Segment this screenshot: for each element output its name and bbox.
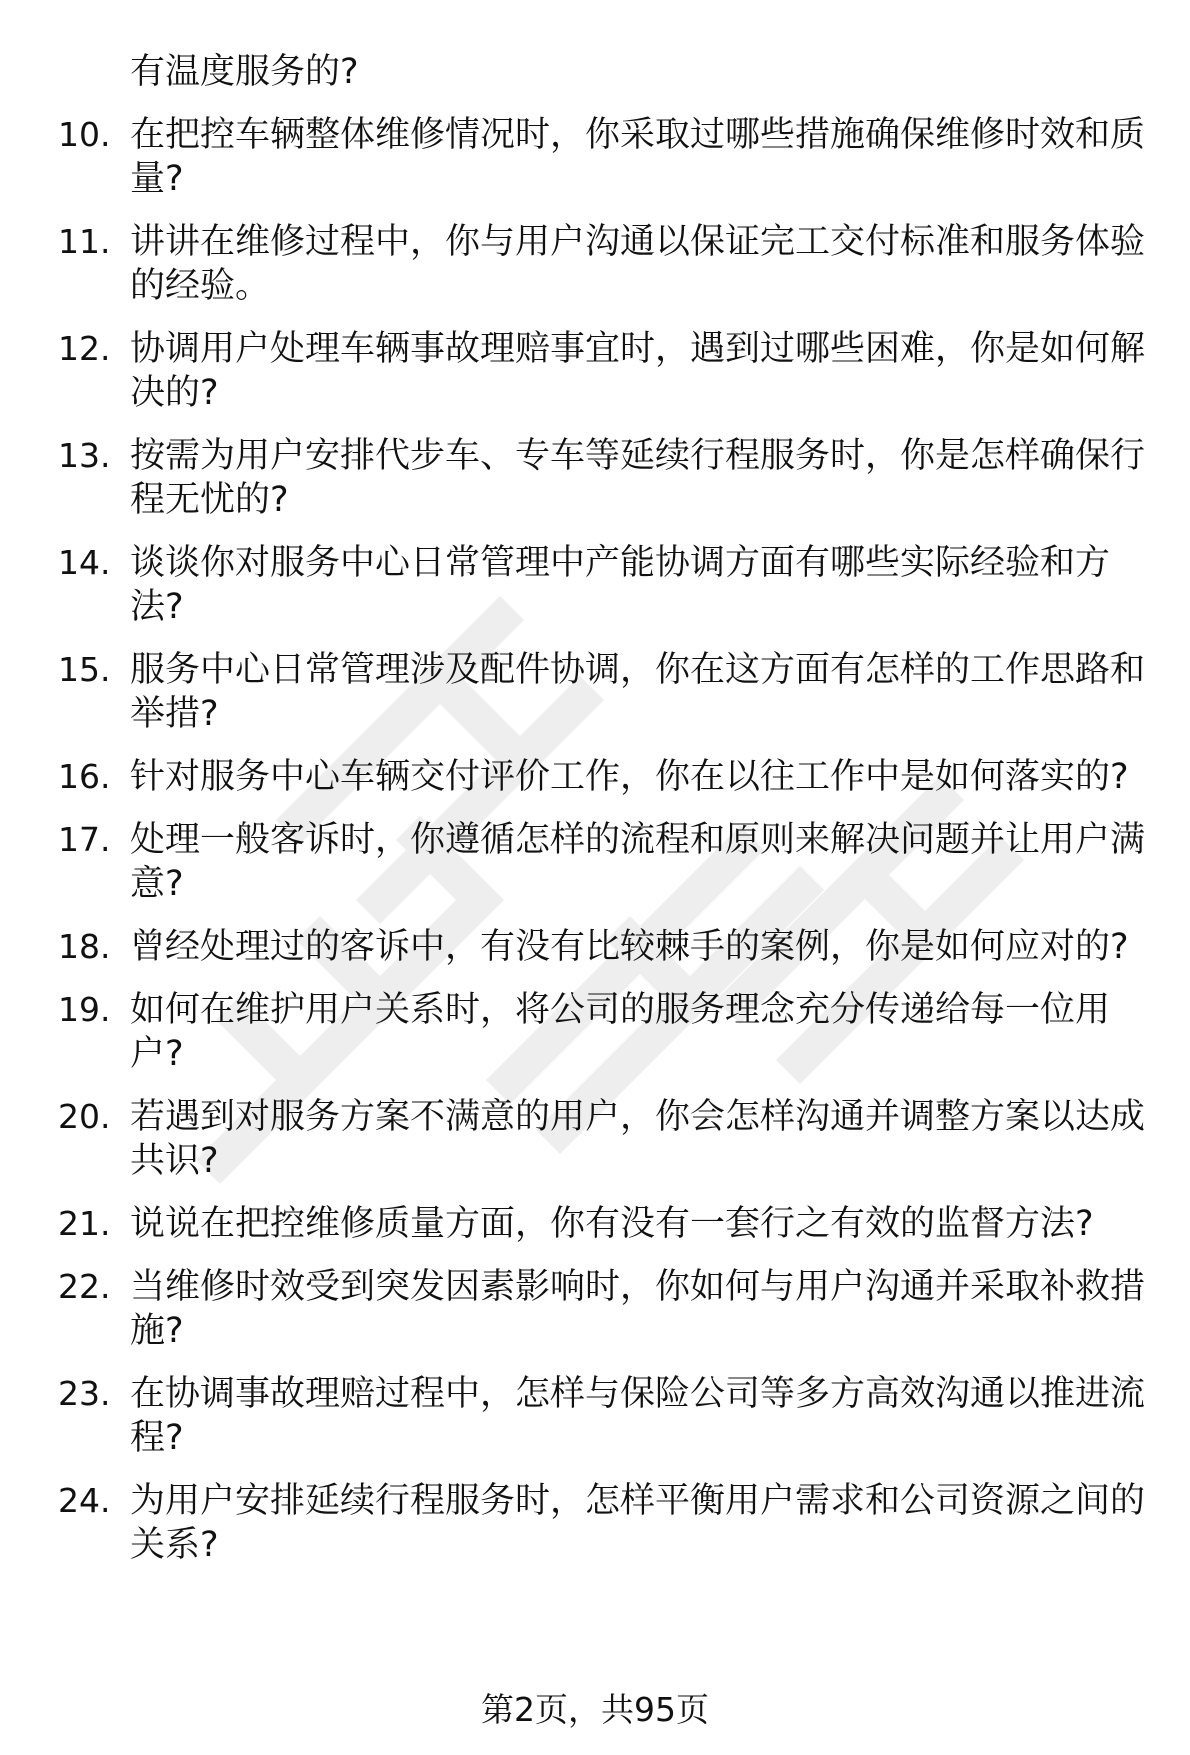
question-number: 14.	[58, 543, 111, 582]
question-text: 在协调事故理赔过程中，怎样与保险公司等多方高效沟通以推进流程?	[130, 1374, 1146, 1458]
list-item	[0, 755, 1190, 799]
list-item	[0, 220, 1190, 308]
question-number: 15.	[58, 650, 111, 689]
list-item	[0, 1095, 1190, 1183]
list-item	[0, 1479, 1190, 1567]
question-number: 10.	[58, 115, 111, 154]
question-text: 服务中心日常管理涉及配件协调，你在这方面有怎样的工作思路和举措?	[130, 650, 1146, 734]
question-number: 21.	[58, 1204, 111, 1243]
question-text: 曾经处理过的客诉中，有没有比较棘手的案例，你是如何应对的?	[130, 927, 1129, 967]
question-number: 24.	[58, 1481, 111, 1520]
list-item	[0, 988, 1190, 1076]
continuation-text: 有温度服务的?	[130, 52, 359, 92]
question-text: 若遇到对服务方案不满意的用户，你会怎样沟通并调整方案以达成共识?	[130, 1097, 1146, 1181]
question-text: 说说在把控维修质量方面，你有没有一套行之有效的监督方法?	[130, 1204, 1094, 1244]
page-footer: 第2页，共95页	[481, 1690, 709, 1729]
question-number: 13.	[58, 436, 111, 475]
question-text: 为用户安排延续行程服务时，怎样平衡用户需求和公司资源之间的关系?	[130, 1481, 1146, 1565]
list-item	[0, 925, 1190, 969]
list-item	[0, 1202, 1190, 1246]
question-text: 在把控车辆整体维修情况时，你采取过哪些措施确保维修时效和质量?	[130, 115, 1146, 199]
list-item	[0, 648, 1190, 736]
question-number: 17.	[58, 820, 111, 859]
question-number: 11.	[58, 222, 111, 261]
question-number: 19.	[58, 990, 111, 1029]
question-number: 20.	[58, 1097, 111, 1136]
question-text: 协调用户处理车辆事故理赔事宜时，遇到过哪些困难，你是如何解决的?	[130, 329, 1146, 413]
list-item-continuation	[0, 50, 1190, 94]
list-item	[0, 113, 1190, 201]
list-item	[0, 541, 1190, 629]
question-text: 如何在维护用户关系时，将公司的服务理念充分传递给每一位用户?	[130, 990, 1111, 1074]
question-list	[0, 50, 1190, 1586]
question-number: 16.	[58, 757, 111, 796]
list-item	[0, 327, 1190, 415]
list-item	[0, 1265, 1190, 1353]
list-item	[0, 434, 1190, 522]
question-number: 18.	[58, 927, 111, 966]
question-text: 按需为用户安排代步车、专车等延续行程服务时，你是怎样确保行程无忧的?	[130, 436, 1146, 520]
question-text: 处理一般客诉时，你遵循怎样的流程和原则来解决问题并让用户满意?	[130, 820, 1146, 904]
question-number: 23.	[58, 1374, 111, 1413]
question-text: 针对服务中心车辆交付评价工作，你在以往工作中是如何落实的?	[130, 757, 1129, 797]
question-number: 22.	[58, 1267, 111, 1306]
list-item	[0, 818, 1190, 906]
question-text: 讲讲在维修过程中，你与用户沟通以保证完工交付标准和服务体验的经验。	[130, 222, 1146, 306]
question-number: 12.	[58, 329, 111, 368]
question-text: 当维修时效受到突发因素影响时，你如何与用户沟通并采取补救措施?	[130, 1267, 1146, 1351]
list-item	[0, 1372, 1190, 1460]
question-text: 谈谈你对服务中心日常管理中产能协调方面有哪些实际经验和方法?	[130, 543, 1111, 627]
